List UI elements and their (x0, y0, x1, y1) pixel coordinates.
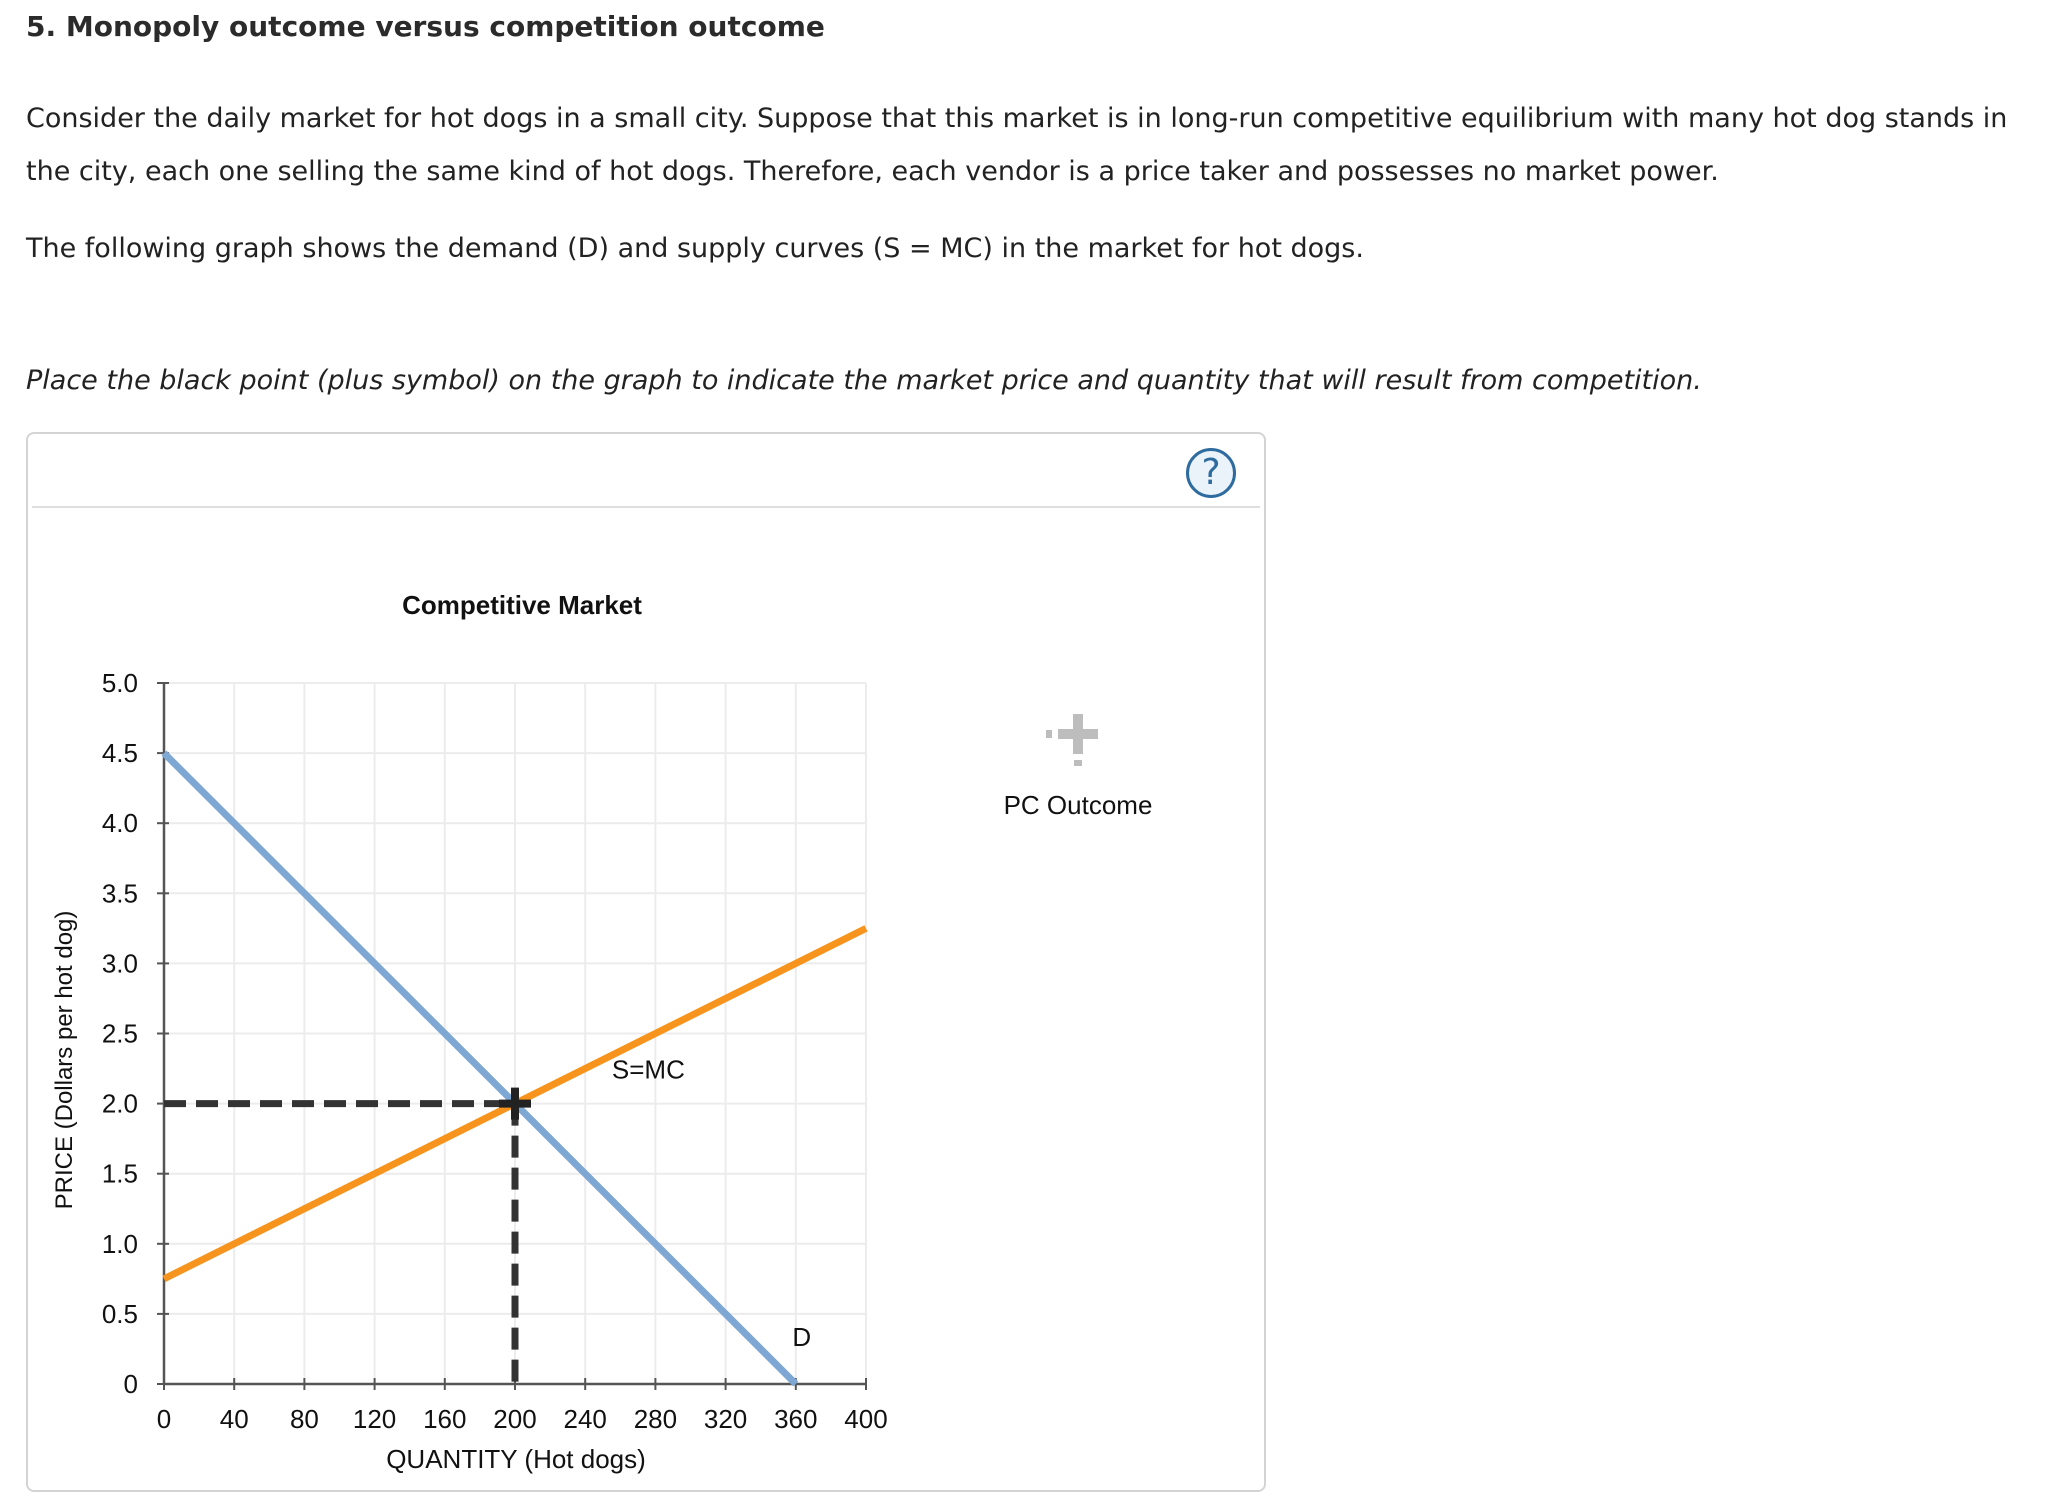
y-tick-label: 4.0 (101, 808, 138, 839)
y-tick-label: 4.5 (101, 738, 138, 769)
help-icon[interactable]: ? (1186, 448, 1236, 498)
y-tick-label: 0 (123, 1369, 138, 1399)
x-tick-label: 200 (493, 1404, 537, 1434)
x-tick-label: 0 (156, 1404, 172, 1434)
x-tick-label: 40 (219, 1404, 249, 1434)
x-axis-label: QUANTITY (Hot dogs) (386, 1444, 646, 1474)
x-tick-label: 280 (633, 1404, 678, 1434)
y-tick-label: 2.5 (101, 1018, 138, 1049)
x-tick-label: 360 (774, 1404, 818, 1434)
pc-outcome-label: PC Outcome (1003, 790, 1153, 820)
y-tick-label: 1.0 (101, 1228, 138, 1259)
x-tick-label: 400 (844, 1404, 888, 1434)
placed-point-layer (164, 1088, 531, 1384)
axes (102, 668, 888, 1434)
chart-title: Competitive Market (402, 590, 642, 620)
y-axis-label: PRICE (Dollars per hot dog) (51, 910, 78, 1210)
series-line-d (164, 753, 796, 1384)
y-tick-label: 1.5 (101, 1158, 138, 1189)
demand-curve-label: D (792, 1322, 812, 1353)
y-tick-label: 2.0 (101, 1088, 138, 1119)
x-tick-label: 80 (289, 1404, 319, 1434)
question-title: 5. Monopoly outcome versus competition outcome (26, 10, 825, 43)
question-paragraph-1: Consider the daily market for hot dogs in a small city. Suppose that this market is in long-run competitive equilibrium with many hot dog stands in the city, each one selling the same kind of hot dogs. Therefore, each vendor is a price taker and possesses no market power. (26, 103, 2008, 187)
plus-horizontal-bar (499, 1100, 531, 1108)
question-paragraph-2: The following graph shows the demand (D) and supply curves (S = MC) in the market for hot dogs. (26, 233, 1364, 264)
y-tick-label: 5.0 (101, 668, 138, 698)
x-tick-label: 320 (703, 1404, 748, 1434)
y-tick-label: 3.5 (101, 878, 138, 909)
plus-symbol-icon[interactable] (1046, 714, 1098, 766)
x-tick-label: 240 (563, 1404, 607, 1434)
x-tick-label: 160 (423, 1404, 467, 1434)
y-tick-label: 0.5 (101, 1298, 138, 1329)
supply-curve-label: S=MC (611, 1054, 685, 1085)
y-tick-label: 3.0 (101, 948, 138, 979)
question-instruction: Place the black point (plus symbol) on the graph to indicate the market price and quantity that will result from competition. (26, 365, 1702, 396)
x-tick-label: 120 (352, 1404, 397, 1434)
